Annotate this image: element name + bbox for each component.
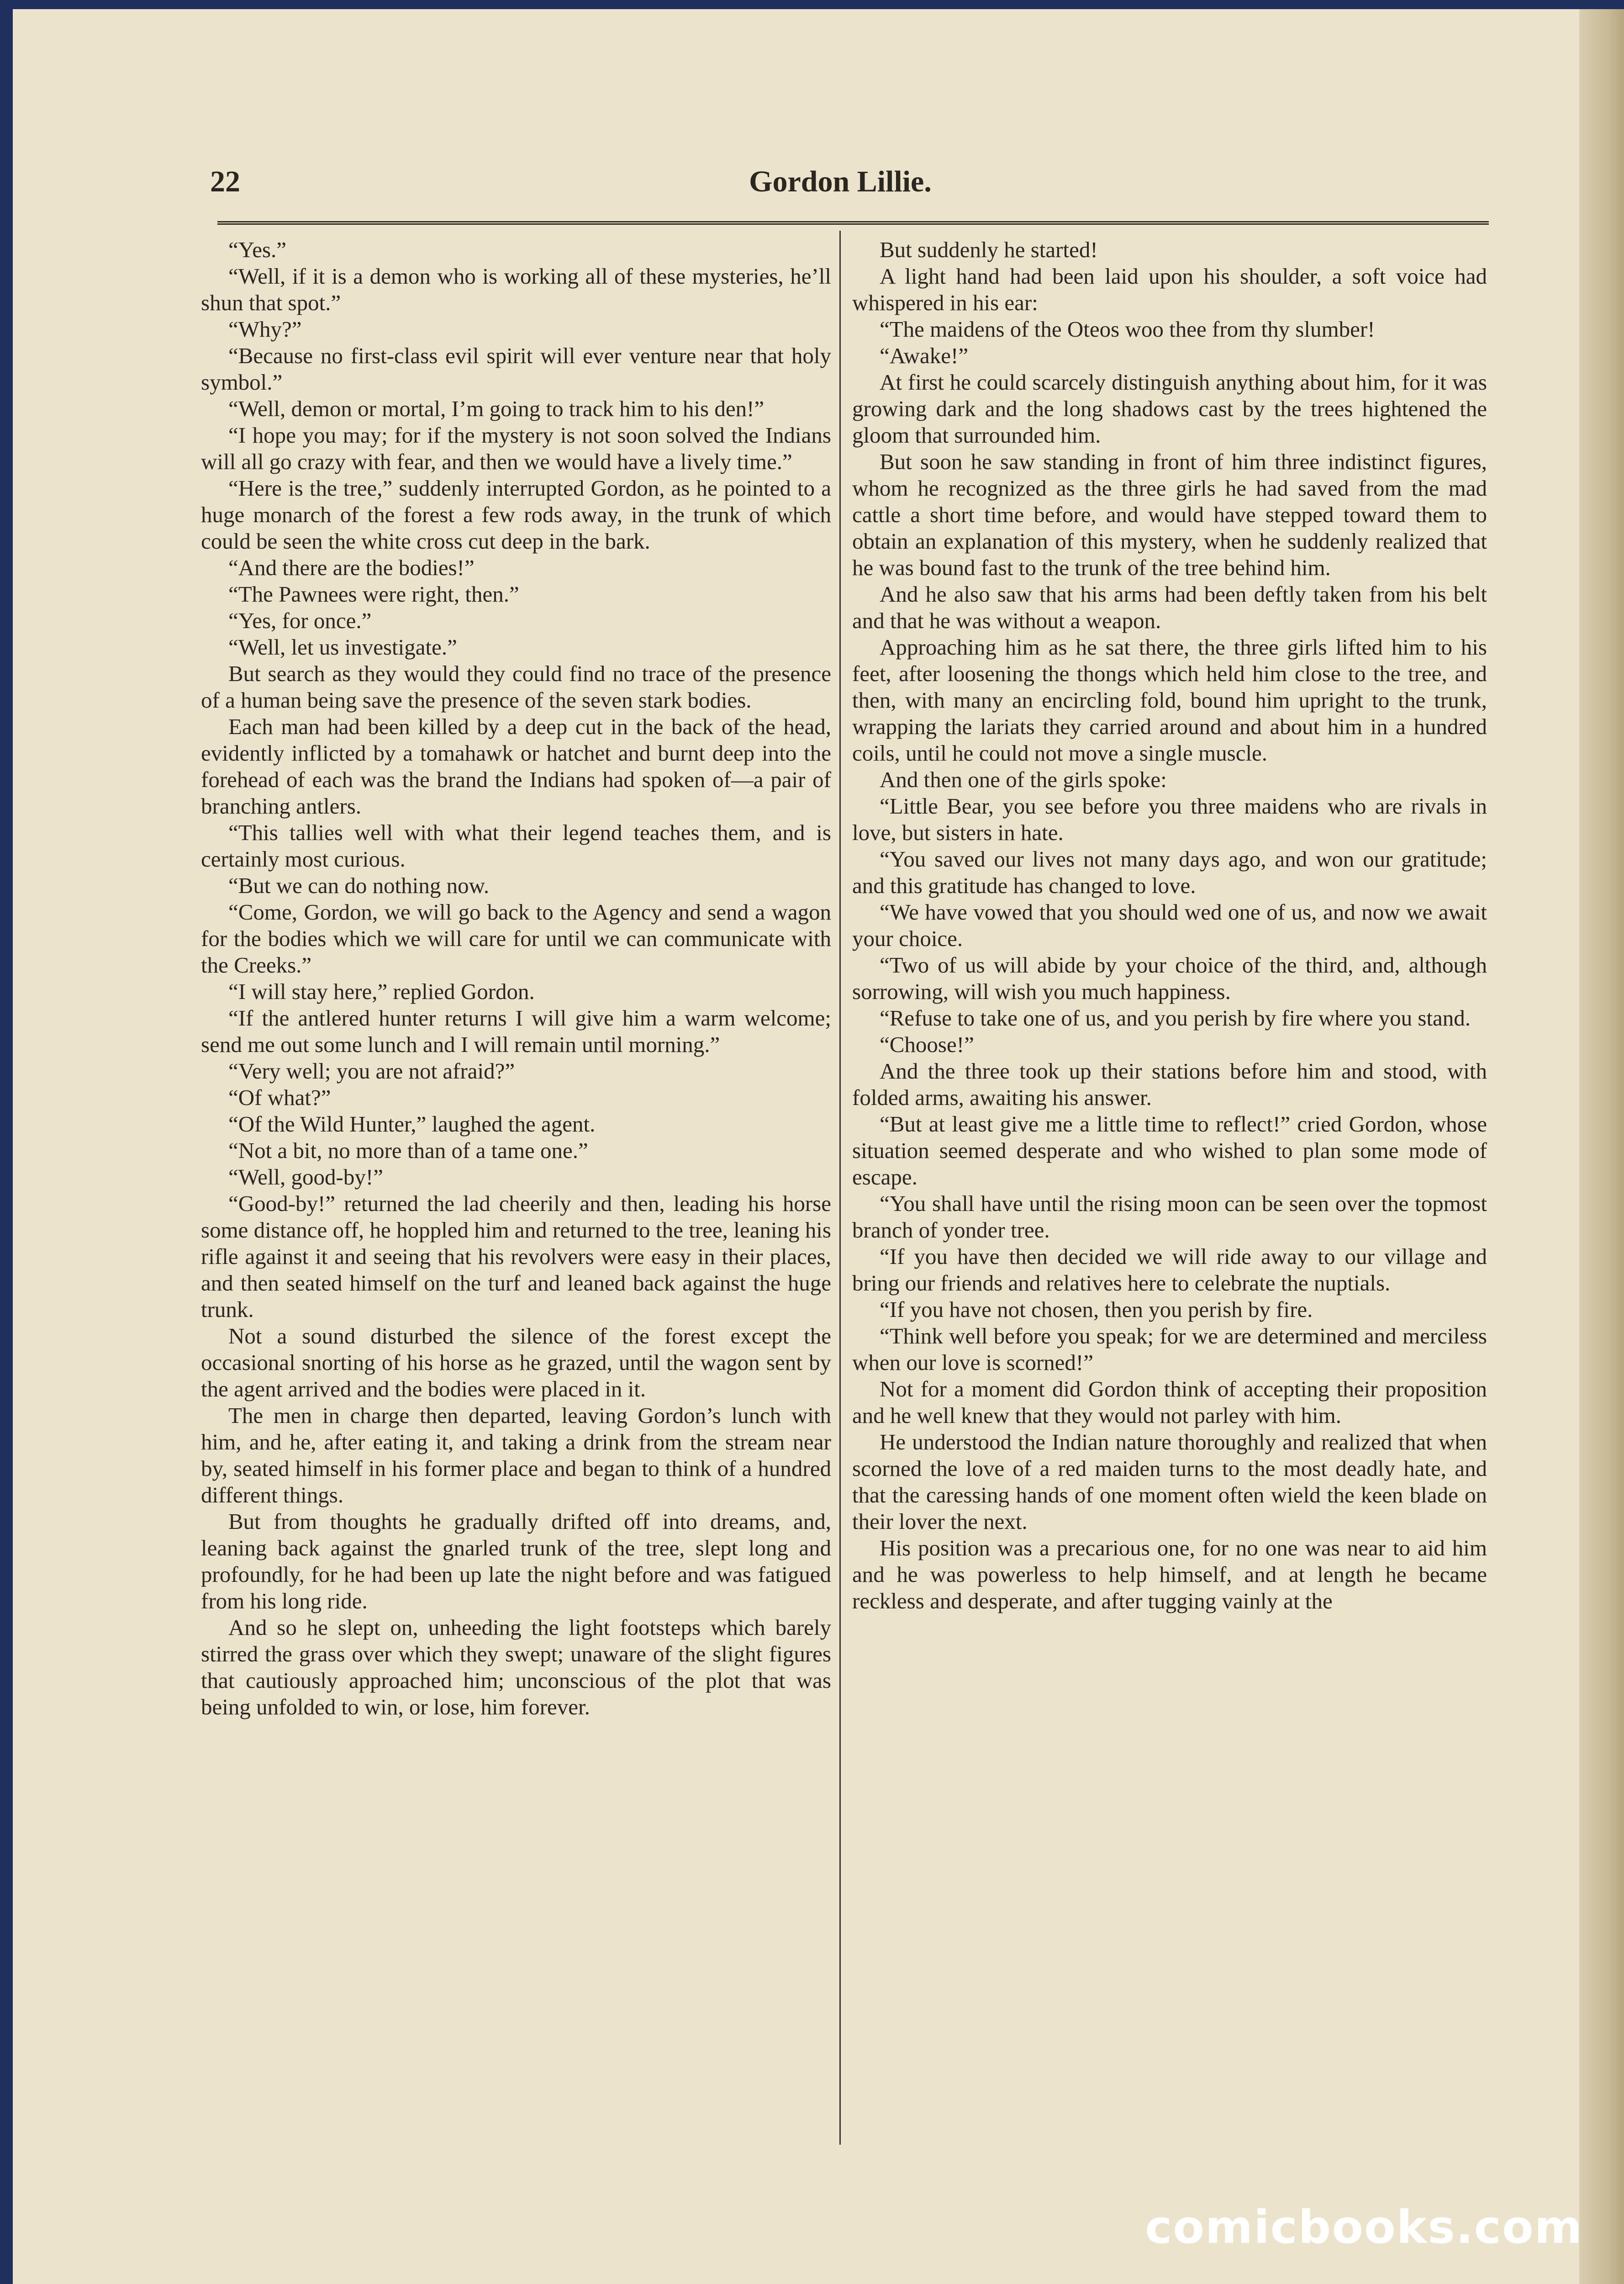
- paragraph: “Little Bear, you see before you three maidens who are rivals in love, but sisters in hate.: [852, 793, 1487, 845]
- paragraph: “But at least give me a little time to reflect!” cried Gordon, whose situation seemed desperate and who wished to plan some mode of escape.: [852, 1111, 1487, 1190]
- running-title: Gordon Lillie.: [749, 165, 932, 198]
- paragraph: Approaching him as he sat there, the three girls lifted him to his feet, after loosening the thongs which held him close to the tree, and then, with many an encircling fold, bound him upright to the trunk, wrapping the lariats they carried around and about him in a hundred coils, until he could not move a single muscle.: [852, 634, 1487, 766]
- paragraph: “Yes.”: [228, 237, 287, 262]
- paragraph: But from thoughts he gradually drifted off into dreams, and, leaning back against the gnarled trunk of the tree, slept long and profoundly, for he had been up late the night before and was fatigued from his long ride.: [201, 1509, 831, 1613]
- paragraph: “I will stay here,” replied Gordon.: [228, 979, 535, 1004]
- paragraph: “Choose!”: [880, 1032, 974, 1057]
- paragraph: Each man had been killed by a deep cut in the back of the head, evidently inflicted by a tomahawk or hatchet and burnt deep into the forehead of each was the brand the Indians had spoken of—a pair of branching antlers.: [201, 714, 831, 819]
- paragraph: “But we can do nothing now.: [228, 873, 490, 898]
- paragraph: “Refuse to take one of us, and you perish by fire where you stand.: [880, 1005, 1471, 1031]
- paragraph: “Because no first-class evil spirit will ever venture near that holy symbol.”: [201, 343, 831, 395]
- site-watermark: comicbooks.com: [1145, 2200, 1583, 2254]
- paragraph: But soon he saw standing in front of him three indistinct figures, whom he recognized as the three girls he had saved from the mad cattle a short time before, and would have stepped toward them to obtain an explanation of this mystery, when he suddenly realized that he was bound fast to the trunk of the tree behind him.: [852, 449, 1487, 580]
- paragraph: “The Pawnees were right, then.”: [228, 582, 519, 607]
- paragraph: At first he could scarcely distinguish anything about him, for it was growing dark and the long shadows cast by the trees hightened the gloom that surrounded him.: [852, 370, 1487, 448]
- paragraph: His position was a precarious one, for no one was near to aid him and he was powerless to help himself, and at length he became reckless and desperate, and after tugging vainly at the: [852, 1535, 1487, 1613]
- paragraph: “Well, good-by!”: [228, 1164, 383, 1190]
- paragraph: “If you have then decided we will ride away to our village and bring our friends and relatives here to celebrate the nuptials.: [852, 1244, 1487, 1295]
- paragraph: “Think well before you speak; for we are determined and merciless when our love is scorned!”: [852, 1323, 1487, 1375]
- paragraph: “Well, demon or mortal, I’m going to track him to his den!”: [228, 396, 765, 421]
- paragraph: “If the antlered hunter returns I will give him a warm welcome; send me out some lunch and I will remain until morning.”: [201, 1005, 831, 1057]
- page-number: 22: [210, 165, 240, 198]
- page-spine-edge: [1579, 9, 1624, 2284]
- paragraph: “Well, if it is a demon who is working all of these mysteries, he’ll shun that spot.”: [201, 264, 831, 315]
- paragraph: “And there are the bodies!”: [228, 555, 475, 580]
- paragraph: And he also saw that his arms had been deftly taken from his belt and that he was without a weapon.: [852, 582, 1487, 633]
- paragraph: The men in charge then departed, leaving Gordon’s lunch with him, and he, after eating it, and taking a drink from the stream near by, seated himself in his former place and began to think of a hundred different things.: [201, 1403, 831, 1507]
- paragraph: “Two of us will abide by your choice of the third, and, although sorrowing, will wish you much happiness.: [852, 952, 1487, 1004]
- paragraph: He understood the Indian nature thoroughly and realized that when scorned the love of a red maiden turns to the most deadly hate, and that the caressing hands of one moment often wield the keen blade on their lover the next.: [852, 1429, 1487, 1534]
- paragraph: “Why?”: [228, 317, 302, 342]
- paragraph: “This tallies well with what their legend teaches them, and is certainly most curious.: [201, 820, 831, 872]
- paragraph: “Not a bit, no more than of a tame one.”: [228, 1138, 588, 1163]
- paragraph: “Yes, for once.”: [228, 608, 372, 633]
- paragraph: “You shall have until the rising moon can be seen over the topmost branch of yonder tree.: [852, 1191, 1487, 1242]
- paragraph: “We have vowed that you should wed one of us, and now we await your choice.: [852, 899, 1487, 951]
- right-column: [852, 237, 1487, 2155]
- paragraph: “The maidens of the Oteos woo thee from thy slumber!: [880, 317, 1375, 342]
- column-divider: [839, 231, 841, 2145]
- paragraph: “Of what?”: [228, 1085, 331, 1110]
- paragraph: Not a sound disturbed the silence of the forest except the occasional snorting of his horse as he grazed, until the wagon sent by the agent arrived and the bodies were placed in it.: [201, 1323, 831, 1401]
- page-header: [192, 164, 1489, 219]
- paragraph: “Here is the tree,” suddenly interrupted Gordon, as he pointed to a huge monarch of the forest a few rods away, in the trunk of which could be seen the white cross cut deep in the bark.: [201, 476, 831, 554]
- paragraph: But suddenly he started!: [880, 237, 1098, 262]
- paragraph: And then one of the girls spoke:: [880, 767, 1167, 792]
- paragraph: “If you have not chosen, then you perish by fire.: [880, 1297, 1313, 1322]
- paragraph: “You saved our lives not many days ago, and won our gratitude; and this gratitude has changed to love.: [852, 846, 1487, 898]
- paragraph: “I hope you may; for if the mystery is not soon solved the Indians will all go crazy with fear, and then we would have a lively time.”: [201, 423, 831, 474]
- paragraph: “Of the Wild Hunter,” laughed the agent.: [228, 1111, 596, 1137]
- header-rule: [217, 221, 1489, 225]
- paragraph: And so he slept on, unheeding the light footsteps which barely stirred the grass over which they swept; unaware of the slight figures that cautiously approached him; unconscious of the plot that was being unfolded to win, or lose, him forever.: [201, 1615, 831, 1719]
- paragraph: “Awake!”: [880, 343, 969, 368]
- paragraph: A light hand had been laid upon his shoulder, a soft voice had whispered in his ear:: [852, 264, 1487, 315]
- paragraph: “Come, Gordon, we will go back to the Agency and send a wagon for the bodies which we will care for until we can communicate with the Creeks.”: [201, 899, 831, 978]
- paragraph: “Well, let us investigate.”: [228, 634, 457, 660]
- paragraph: Not for a moment did Gordon think of accepting their proposition and he well knew that they would not parley with him.: [852, 1376, 1487, 1428]
- paragraph: “Good-by!” returned the lad cheerily and then, leading his horse some distance off, he hoppled him and returned to the tree, leaning his rifle against it and seeing that his revolvers were easy in their places, and then seated himself on the turf and leaned back against the huge trunk.: [201, 1191, 831, 1322]
- left-column: [201, 237, 831, 2155]
- paragraph: “Very well; you are not afraid?”: [228, 1058, 515, 1084]
- paragraph: But search as they would they could find no trace of the presence of a human being save the presence of the seven stark bodies.: [201, 661, 831, 713]
- paragraph: And the three took up their stations before him and stood, with folded arms, awaiting his answer.: [852, 1058, 1487, 1110]
